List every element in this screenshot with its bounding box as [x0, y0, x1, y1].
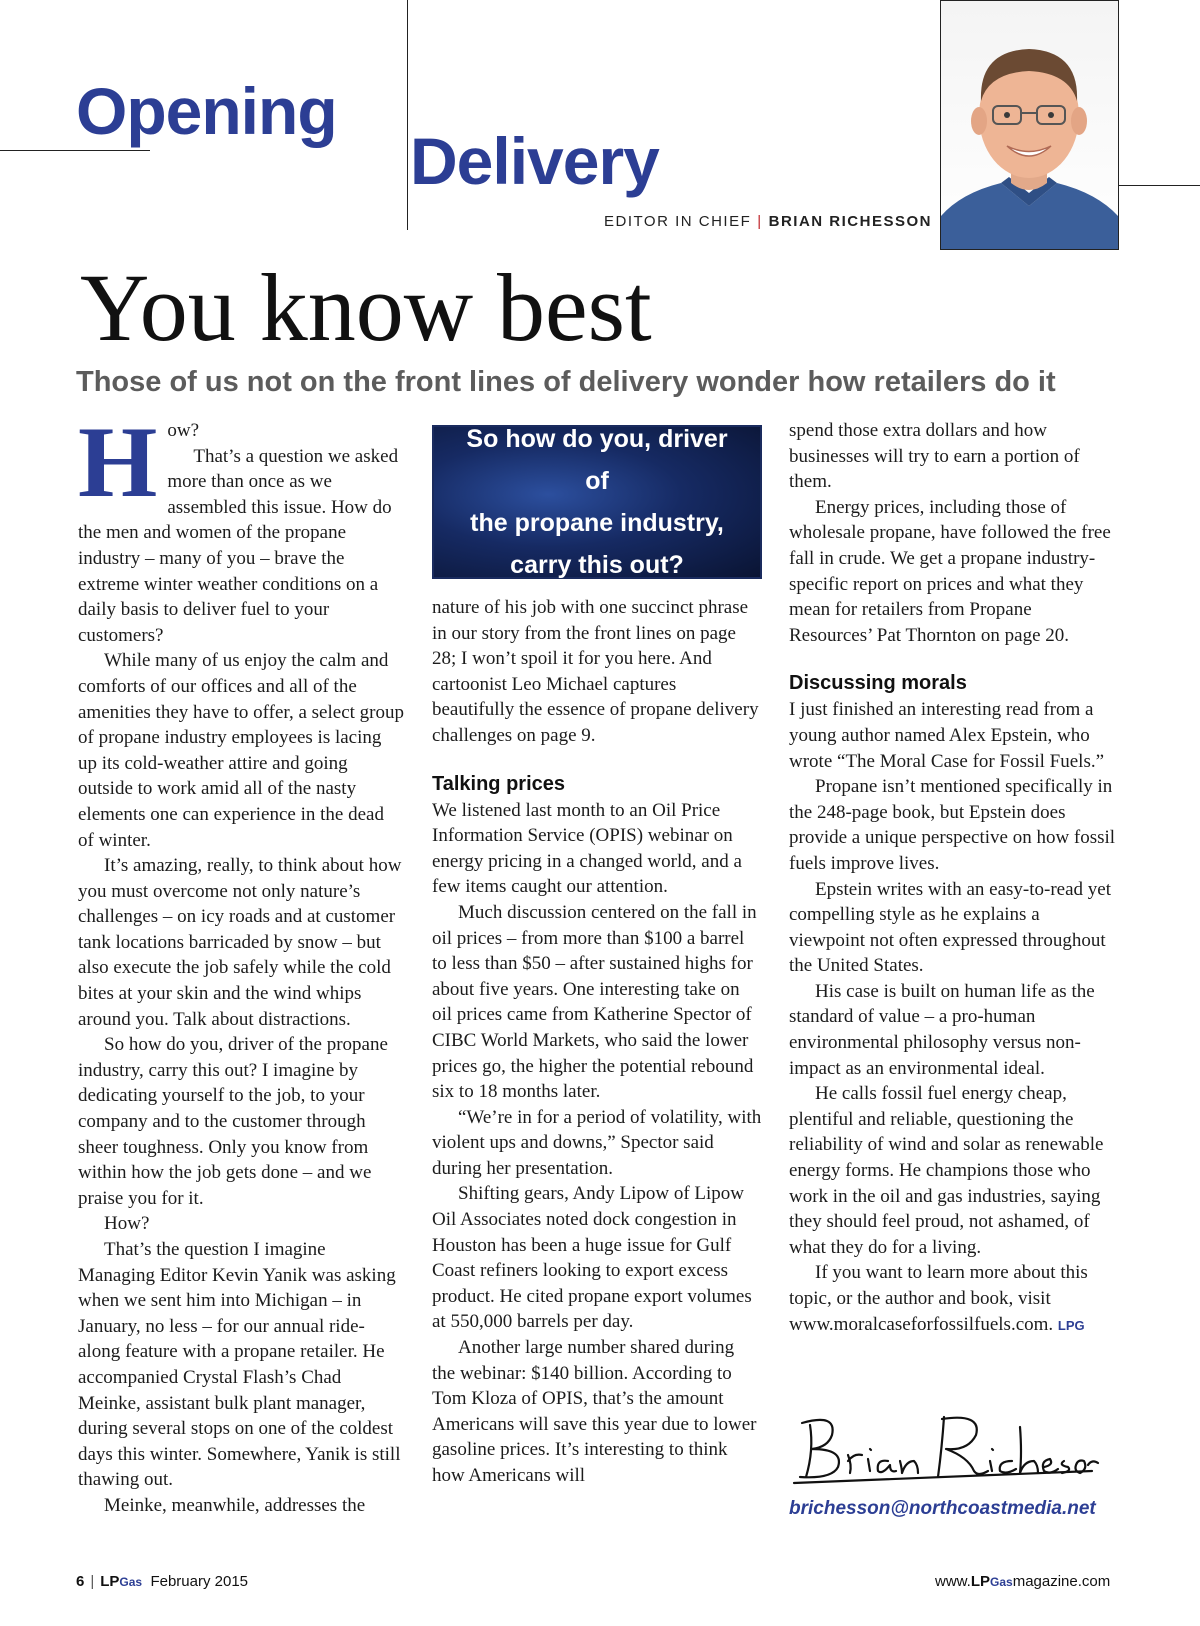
paragraph: He calls fossil fuel energy cheap, plentiful and reliable, questioning the reliability of wind and solar as renewable energy forms. He champions those who work in the oil and gas industries, saying they should feel proud, not ashamed, of what they do for a living. — [789, 1083, 1104, 1258]
paragraph: His case is built on human life as the standard of value – a pro-human environmental philosophy versus non-impact as an environmental ideal. — [789, 980, 1095, 1079]
paragraph: spend those extra dollars and how businesses will try to earn a portion of them. — [789, 420, 1080, 493]
paragraph: How? — [104, 1213, 150, 1235]
footer-folio — [76, 1573, 248, 1590]
author-photo — [940, 0, 1119, 250]
pull-quote-line: carry this out? — [510, 551, 684, 579]
paragraph — [789, 1260, 1119, 1338]
paragraph — [78, 406, 404, 519]
paragraph: So how do you, driver of the propane industry, carry this out? I imagine by dedicating yourself to the job, to your company and to the customer through sheer toughness. Only you know from within how the job gets done – and we praise you for it. — [78, 1034, 388, 1209]
article-column-1 — [78, 406, 404, 1519]
paragraph: Meinke, meanwhile, addresses the — [104, 1494, 366, 1516]
article-column-2 — [432, 595, 762, 1489]
paragraph: Propane isn’t mentioned specifically in the 248-page book, but Epstein does provide a unique perspective on how fossil fuels improve lives. — [789, 776, 1116, 874]
header-rule-right — [1117, 185, 1200, 186]
dropcap: H — [78, 406, 158, 519]
paragraph-text: If you want to learn more about this topic, or the author and book, visit www.moralcaseforfossilfuels.com. — [789, 1262, 1088, 1335]
paragraph: Another large number shared during the webinar: $140 billion. According to Tom Kloza of OPIS, that’s the amount Americans will save this year due to lower gasoline prices. It’s interesting to think how Americans will — [432, 1337, 757, 1486]
paragraph: I just finished an interesting read from a young author named Alex Epstein, who wrote “The Moral Case for Fossil Fuels.” — [789, 699, 1105, 772]
signature — [792, 1405, 1102, 1495]
paragraph: That’s a question we asked more than once as we assembled this issue. How do the men and women of the propane industry – many of you – brave the extreme winter weather conditions on a daily basis to deliver fuel to your customers? — [78, 445, 399, 646]
pull-quote-line: So how do you, driver of — [466, 425, 728, 495]
paragraph: It’s amazing, really, to think about how you must overcome not only nature’s challenges – on icy roads and at customer tank locations barricaded by snow – but also execute the job safely while the cold bites at your skin and the wind whips around you. Talk about distractions. — [78, 855, 402, 1030]
footer-website[interactable] — [935, 1573, 1110, 1590]
end-tag: LPG — [1057, 1317, 1085, 1333]
byline-role: EDITOR IN CHIEF — [604, 213, 752, 230]
footer-logo-lp: LP — [100, 1573, 120, 1590]
article-column-3 — [789, 418, 1119, 1338]
handwritten-signature — [792, 1405, 1102, 1490]
footer-logo-gas: Gas — [119, 1575, 143, 1589]
pull-quote — [432, 425, 762, 579]
footer-separator: | — [90, 1573, 95, 1590]
site-gas: Gas — [990, 1575, 1013, 1589]
paragraph: Shifting gears, Andy Lipow of Lipow Oil Associates noted dock congestion in Houston has been a huge issue for Gulf Coast refiners looking to export excess product. He cited propane export volumes at 550,000 barrels per day. — [432, 1183, 752, 1333]
headline: You know best — [80, 254, 652, 361]
site-lp: LP — [970, 1573, 991, 1590]
subhead-talking-prices: Talking prices — [432, 772, 566, 795]
pull-quote-line: the propane industry, — [470, 509, 724, 537]
deck: Those of us not on the front lines of delivery wonder how retailers do it — [76, 366, 1056, 398]
paragraph: We listened last month to an Oil Price Information Service (OPIS) webinar on energy pricing in a changed world, and a few items caught our attention. — [432, 799, 742, 898]
page-number: 6 — [76, 1573, 85, 1590]
paragraph: That’s the question I imagine Managing Editor Kevin Yanik was asking when we sent him into Michigan – in January, no less – for our annual ride-along feature with a propane retailer. He accompanied Crystal Flash’s Chad Meinke, assistant bulk plant manager, during several stops on one of the coldest days this winter. Somewhere, Yanik is still thawing out. — [78, 1239, 401, 1491]
paragraph-text: ow? — [167, 420, 199, 441]
site-suffix: magazine.com — [1012, 1573, 1111, 1590]
header-rule-left — [0, 150, 150, 151]
paragraph: Epstein writes with an easy-to-read yet compelling style as he explains a viewpoint not often expressed throughout the United States. — [789, 878, 1111, 977]
byline-name: BRIAN RICHESSON — [768, 213, 932, 230]
paragraph: “We’re in for a period of volatility, with violent ups and downs,” Spector said during her presentation. — [432, 1106, 762, 1179]
byline — [604, 213, 932, 230]
author-email[interactable]: brichesson@northcoastmedia.net — [789, 1498, 1096, 1519]
author-portrait-illustration — [941, 1, 1118, 249]
site-prefix: www. — [935, 1573, 971, 1590]
byline-separator: | — [757, 213, 763, 230]
paragraph: While many of us enjoy the calm and comforts of our offices and all of the amenities they have to offer, a select group of propane industry employees is lacing up its cold-weather attire and going outside to work amid all of the nasty elements one can experience in the dead of winter. — [78, 650, 404, 851]
column-title-delivery: Delivery — [410, 124, 659, 198]
paragraph: nature of his job with one succinct phrase in our story from the front lines on page 28; I won’t spoil it for you here. And cartoonist Leo Michael captures beautifully the essence of propane delivery challenges on page 9. — [432, 597, 759, 746]
subhead-discussing-morals: Discussing morals — [789, 672, 967, 695]
header-rule-vertical-1 — [407, 0, 408, 230]
footer-issue-date: February 2015 — [150, 1573, 249, 1590]
column-title-opening: Opening — [76, 74, 337, 148]
paragraph: Much discussion centered on the fall in oil prices – from more than $100 a barrel to less than $50 – after sustained highs for about five years. One interesting take on oil prices came from Katherine Spector of CIBC World Markets, who said the lower prices go, the higher the potential rebound six to 18 months later. — [432, 901, 757, 1103]
paragraph: Energy prices, including those of wholesale propane, have followed the free fall in crude. We get a propane industry-specific report on prices and what they mean for retailers from Propane Resources’ Pat Thornton on page 20. — [789, 496, 1111, 646]
